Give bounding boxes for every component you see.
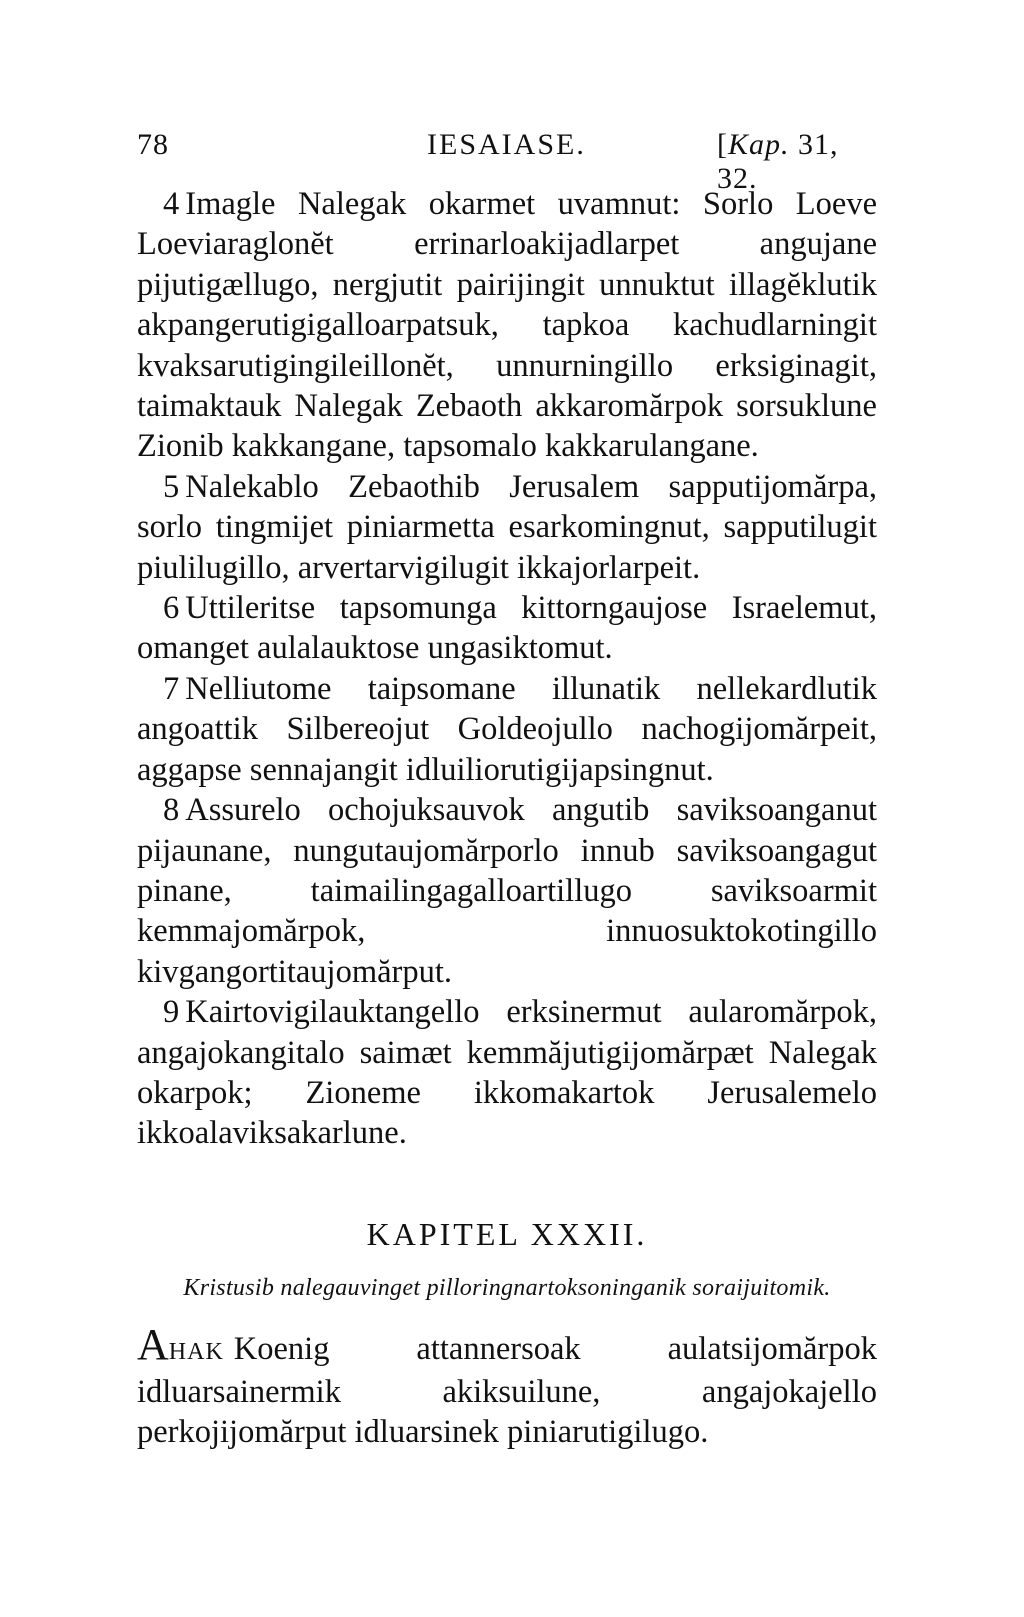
verse-number: 9 xyxy=(163,994,180,1031)
verse-5 xyxy=(137,467,877,588)
verse-4 xyxy=(137,184,877,467)
verse-text: Nalekablo Zebaothib Jerusalem sapputijomărpa, sorlo tingmijet piniarmetta esarkomingnut, sapputilugit piulilugillo, arvertarvigilugit ikkajorlarpeit. xyxy=(137,468,877,586)
verse-number: 7 xyxy=(163,670,180,707)
chapter-summary: Kristusib nalegauvinget pilloringnartoksoninganik soraijuitomik. xyxy=(183,1275,831,1302)
page-number: 78 xyxy=(137,128,169,161)
book-title: IESAIASE. xyxy=(427,128,586,161)
chapter-heading: KAPITEL XXXII. xyxy=(366,1215,648,1252)
verse-number: 4 xyxy=(163,186,180,222)
verse-8 xyxy=(137,790,877,992)
verse-text: Koenig attannersoak aulatsijomărpok idluarsainermik akiksuilune, angajokajello perkojijomărput idluarsinek piniarutigilugo. xyxy=(137,1330,877,1451)
verse-text: Nelliutome taipsomane illunatik nellekardlutik angoattik Silbereojut Goldeojullo nachogijomărpeit, aggapse sennajangit idluiliorutigijapsingnut. xyxy=(137,670,877,788)
chapter-first-verse xyxy=(137,1319,877,1453)
initial-smallcaps: HAK xyxy=(168,1338,224,1365)
chapter-reference-numbers: 31, 32. xyxy=(717,128,839,195)
verse-7 xyxy=(137,669,877,790)
initial-letter: A xyxy=(137,1319,169,1369)
verse-number: 5 xyxy=(163,468,180,505)
chapter-reference-bracket: [ xyxy=(717,128,728,161)
verse-6 xyxy=(137,588,877,669)
chapter-reference-abbr: Kap. xyxy=(728,128,790,161)
chapter-reference xyxy=(717,128,877,196)
verse-text: Uttileritse tapsomunga kittorngaujose Israelemut, omanget aulalauktose ungasiktomut. xyxy=(137,590,877,667)
verse-text: Kairtovigilauktangello erksinermut aularomărpok, angajokangitalo saimæt kemmăjutigijomărpæt Nalegak okarpok; Zioneme ikkomakartok Jerusalemelo ikkoalaviksakarlune. xyxy=(137,994,877,1152)
verse-text: Assurelo ochojuksauvok angutib saviksoanganut pijaunane, nungutaujomărporlo innub saviksoangagut pinane, taimailingagalloartillugo saviksoarmit kemmajomărpok, innuosuktokotingillo kivgangortitaujomărput. xyxy=(137,792,877,990)
verse-number: 8 xyxy=(163,792,180,829)
verse-text: Imagle Nalegak okarmet uvamnut: Sorlo Loeve Loeviaraglonĕt errinarloakijadlarpet angujane pijutigællugo, nergjutit pairijingit unnuktut illagĕklutik akpangerutigigalloarpatsuk, tapkoa kachudlarningit kvaksarutigingileillonĕt, unnurningillo erksiginagit, taimaktauk Nalegak Zebaoth akkaromărpok sorsuklune Zionib kakkangane, tapsomalo kakkarulangane. xyxy=(137,186,877,465)
body-text xyxy=(137,184,877,1453)
verse-9 xyxy=(137,992,877,1154)
book-page xyxy=(137,128,877,1453)
verse-number: 6 xyxy=(163,590,180,627)
running-head xyxy=(137,128,877,195)
